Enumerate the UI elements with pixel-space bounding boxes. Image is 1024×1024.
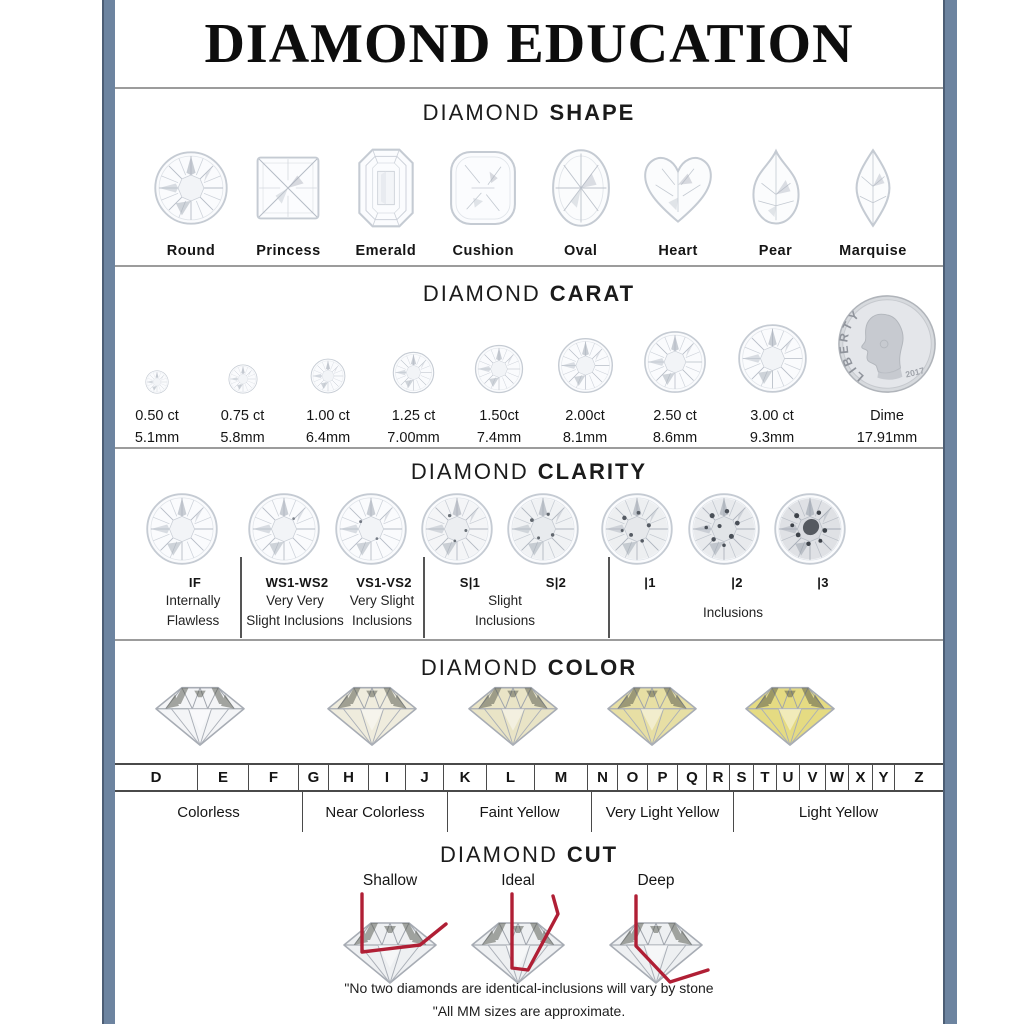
cut-diamond-icon bbox=[598, 888, 714, 988]
color-grade-letter: N bbox=[588, 765, 618, 790]
mm-value: 5.1mm bbox=[134, 430, 180, 446]
color-title-bold: COLOR bbox=[547, 655, 638, 680]
shape-item bbox=[825, 143, 921, 259]
color-group-label: Very Light Yellow bbox=[592, 792, 734, 832]
carat-item bbox=[129, 298, 185, 446]
dime-coin-icon bbox=[837, 298, 937, 394]
footnotes bbox=[115, 977, 943, 1023]
clarity-item bbox=[247, 492, 347, 590]
color-group-label: Near Colorless bbox=[303, 792, 448, 832]
mm-value: 8.1mm bbox=[562, 430, 608, 446]
carat-item bbox=[471, 298, 527, 446]
carat-value: 2.00ct bbox=[565, 408, 605, 424]
cut-label: Ideal bbox=[501, 872, 535, 889]
mm-value: 8.6mm bbox=[652, 430, 698, 446]
color-grade-letter: L bbox=[487, 765, 535, 790]
color-grade-letter: F bbox=[249, 765, 299, 790]
cut-title-plain: DIAMOND bbox=[439, 842, 558, 867]
color-grade-letter: E bbox=[198, 765, 249, 790]
clarity-grade: WS1-WS2 bbox=[265, 575, 329, 590]
divider-title bbox=[115, 87, 943, 89]
shape-section-title bbox=[115, 100, 943, 126]
color-grade-letter: G bbox=[299, 765, 329, 790]
carat-value: 1.50ct bbox=[479, 408, 519, 424]
color-grade-letter: I bbox=[369, 765, 406, 790]
clarity-title-plain: DIAMOND bbox=[410, 459, 529, 484]
color-grade-letter: D bbox=[115, 765, 198, 790]
cut-label: Shallow bbox=[362, 872, 418, 889]
shape-item bbox=[143, 143, 239, 259]
mm-value: 7.4mm bbox=[476, 430, 522, 446]
mm-value: 7.00mm bbox=[387, 430, 440, 446]
shape-row bbox=[143, 143, 921, 259]
carat-diamond-icon bbox=[310, 298, 346, 394]
color-grade-letter: H bbox=[329, 765, 369, 790]
carat-row bbox=[129, 298, 937, 446]
carat-item-dime bbox=[837, 298, 937, 446]
color-group-label: Light Yellow bbox=[798, 803, 879, 821]
color-diamond-icon bbox=[741, 681, 839, 748]
carat-value: 2.50 ct bbox=[653, 408, 697, 424]
carat-value: 0.75 ct bbox=[220, 408, 265, 424]
carat-value: 1.25 ct bbox=[391, 408, 436, 424]
shape-label: Round bbox=[166, 243, 216, 259]
pear-diamond-icon bbox=[747, 143, 805, 233]
round-diamond-icon bbox=[153, 143, 229, 233]
mm-value: 17.91mm bbox=[856, 430, 918, 446]
cut-label: Deep bbox=[637, 872, 675, 889]
footnote: "All MM sizes are approximate. bbox=[432, 1003, 626, 1020]
clarity-description-line: Very Slight bbox=[349, 593, 415, 608]
shape-label: Cushion bbox=[452, 243, 515, 259]
carat-item bbox=[300, 298, 356, 446]
clarity-item bbox=[145, 492, 245, 590]
footnote: "No two diamonds are identical-inclusions will vary by stone bbox=[344, 980, 714, 996]
color-section-title bbox=[115, 655, 943, 681]
clarity-grade: IF bbox=[188, 575, 202, 590]
carat-diamond-icon bbox=[557, 298, 614, 394]
color-grade-letter: P bbox=[648, 765, 678, 790]
clarity-description-line: Slight bbox=[488, 593, 522, 608]
carat-value: 3.00 ct bbox=[750, 408, 794, 424]
clarity-item bbox=[506, 492, 606, 590]
clarity-grade: |1 bbox=[644, 575, 656, 590]
clarity-diamond-icon bbox=[687, 492, 761, 566]
clarity-grade: |2 bbox=[731, 575, 743, 590]
shape-item bbox=[240, 143, 336, 259]
divider-clarity bbox=[115, 639, 943, 641]
carat-item bbox=[215, 298, 271, 446]
clarity-diamond-icon bbox=[773, 492, 847, 566]
carat-item bbox=[643, 298, 707, 446]
color-grade-letter: S bbox=[730, 765, 754, 790]
color-grade-letter: U bbox=[777, 765, 800, 790]
color-grade-letter: K bbox=[444, 765, 487, 790]
color-grade-letter: R bbox=[707, 765, 730, 790]
clarity-item bbox=[334, 492, 434, 590]
carat-diamond-icon bbox=[474, 298, 524, 394]
clarity-description-line: Slight Inclusions bbox=[246, 613, 344, 629]
carat-title-plain: DIAMOND bbox=[422, 281, 541, 306]
clarity-description-line: Flawless bbox=[166, 613, 220, 629]
frame-stripe-right bbox=[943, 0, 957, 1024]
carat-value: 1.00 ct bbox=[306, 408, 350, 424]
shape-label: Emerald bbox=[355, 243, 417, 259]
clarity-diamond-icon bbox=[420, 492, 494, 566]
clarity-description-line: Inclusions bbox=[702, 605, 764, 620]
color-group-label: Faint Yellow bbox=[448, 792, 592, 832]
shape-item bbox=[728, 143, 824, 259]
color-title-plain: DIAMOND bbox=[420, 655, 539, 680]
clarity-item bbox=[600, 492, 700, 590]
cut-diamond-icon bbox=[460, 888, 576, 988]
clarity-diamond-icon bbox=[145, 492, 219, 566]
clarity-divider bbox=[608, 557, 610, 638]
color-grade-letter: M bbox=[535, 765, 588, 790]
frame-stripe-left bbox=[102, 0, 115, 1024]
clarity-description-line: Inclusions bbox=[474, 613, 536, 629]
shape-label: Pear bbox=[758, 243, 793, 259]
carat-title-bold: CARAT bbox=[549, 281, 636, 306]
color-grade-letter: Y bbox=[873, 765, 895, 790]
clarity-description-line: Inclusions bbox=[351, 613, 413, 629]
shape-label: Princess bbox=[256, 243, 321, 259]
color-grade-letter: O bbox=[618, 765, 648, 790]
carat-value: 0.50 ct bbox=[135, 408, 179, 424]
clarity-item bbox=[420, 492, 520, 590]
carat-item bbox=[557, 298, 614, 446]
color-diamond-icon bbox=[151, 681, 249, 748]
heart-diamond-icon bbox=[638, 143, 718, 233]
emerald-diamond-icon bbox=[356, 143, 416, 233]
color-grade-letter: T bbox=[754, 765, 777, 790]
carat-item bbox=[386, 298, 442, 446]
mm-value: 6.4mm bbox=[305, 430, 351, 446]
page-title: DIAMOND EDUCATION bbox=[204, 13, 854, 75]
divider-carat bbox=[115, 447, 943, 449]
color-grade-letter: Z bbox=[914, 769, 924, 786]
carat-diamond-icon bbox=[392, 298, 435, 394]
color-grade-letter: W bbox=[826, 765, 849, 790]
clarity-diamond-icon bbox=[600, 492, 674, 566]
marquise-diamond-icon bbox=[850, 143, 896, 233]
color-grade-letter: V bbox=[800, 765, 826, 790]
color-grade-letter: X bbox=[849, 765, 873, 790]
clarity-section-title bbox=[115, 459, 943, 485]
clarity-description bbox=[430, 591, 580, 632]
carat-diamond-icon bbox=[145, 298, 169, 394]
color-group-row bbox=[115, 792, 943, 832]
clarity-grade: VS1-VS2 bbox=[356, 575, 412, 590]
poster-content bbox=[115, 0, 943, 1024]
clarity-item bbox=[773, 492, 873, 590]
clarity-grade: S|2 bbox=[545, 575, 567, 590]
color-diamond-icon bbox=[603, 681, 701, 748]
clarity-description-line: Internally bbox=[165, 593, 221, 608]
carat-diamond-icon bbox=[737, 298, 808, 394]
carat-diamond-icon bbox=[228, 298, 258, 394]
shape-label: Oval bbox=[563, 243, 598, 259]
carat-value: Dime bbox=[870, 408, 904, 424]
color-scale-row bbox=[115, 763, 943, 792]
clarity-grade: |3 bbox=[817, 575, 829, 590]
clarity-grade: S|1 bbox=[459, 575, 481, 590]
oval-diamond-icon bbox=[549, 143, 613, 233]
color-diamond-icon bbox=[464, 681, 562, 748]
shape-item bbox=[533, 143, 629, 259]
carat-item bbox=[737, 298, 808, 446]
clarity-title-bold: CLARITY bbox=[537, 459, 648, 484]
clarity-description bbox=[658, 603, 808, 623]
cut-diamond-icon bbox=[332, 888, 448, 988]
color-diamond-icon bbox=[323, 681, 421, 748]
clarity-item bbox=[687, 492, 787, 590]
mm-value: 9.3mm bbox=[749, 430, 795, 446]
divider-shape bbox=[115, 265, 943, 267]
shape-title-plain: DIAMOND bbox=[422, 100, 541, 125]
shape-label: Heart bbox=[658, 243, 698, 259]
cut-title-bold: CUT bbox=[566, 842, 619, 867]
cut-section-title bbox=[115, 842, 943, 868]
clarity-description-line: Very Very bbox=[266, 593, 324, 608]
shape-title-bold: SHAPE bbox=[549, 100, 636, 125]
mm-value: 5.8mm bbox=[220, 430, 265, 446]
shape-item bbox=[630, 143, 726, 259]
color-group-label: Colorless bbox=[115, 792, 303, 832]
shape-label: Marquise bbox=[839, 243, 907, 259]
carat-diamond-icon bbox=[643, 298, 707, 394]
cushion-diamond-icon bbox=[447, 143, 519, 233]
clarity-diamond-icon bbox=[334, 492, 408, 566]
shape-item bbox=[338, 143, 434, 259]
clarity-diamond-icon bbox=[247, 492, 321, 566]
color-grade-letter: Q bbox=[678, 765, 707, 790]
princess-diamond-icon bbox=[249, 143, 327, 233]
shape-item bbox=[435, 143, 531, 259]
clarity-diamond-icon bbox=[506, 492, 580, 566]
color-grade-letter: J bbox=[406, 765, 444, 790]
